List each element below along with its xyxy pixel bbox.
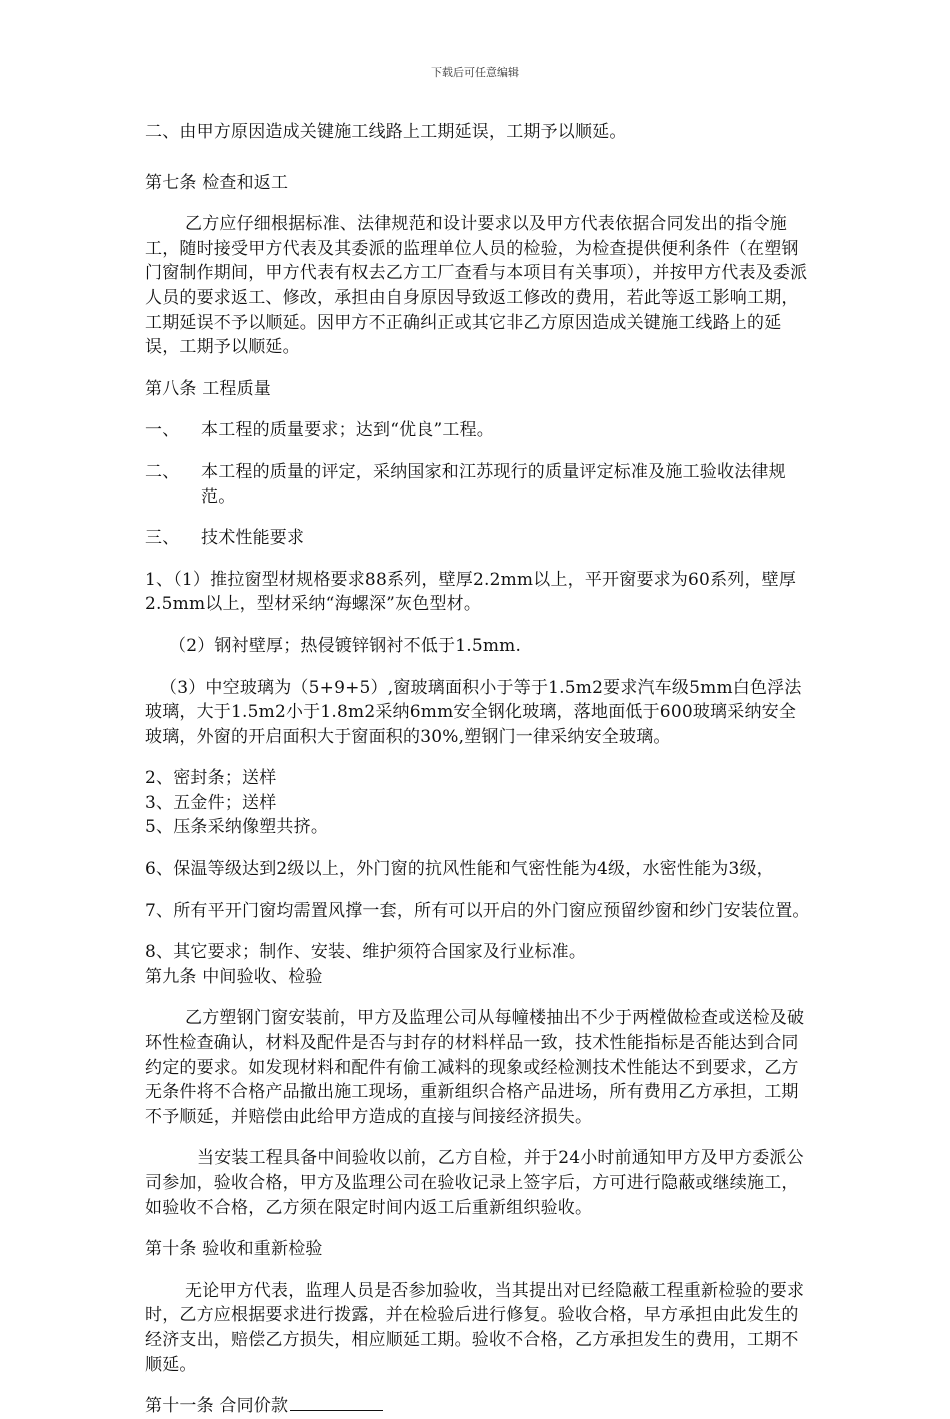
tech-item-1-3: （3）中空玻璃为（5+9+5）,窗玻璃面积小于等于1.5m2要求汽车级5mm白色浮法玻璃，大于1.5m2小于1.8m2采纳6mm安全钢化玻璃，落地面低于600玻璃采纳安全玻璃，外窗的开启面积大于窗面积的30%,塑钢门一律采纳安全玻璃。 — [145, 677, 802, 747]
quality-item-2-text: 本工程的质量的评定，采纳国家和江苏现行的质量评定标准及施工验收法律规范。 — [201, 461, 786, 507]
quality-item-3-number: 三、 — [145, 528, 180, 549]
article-11-title — [145, 1394, 813, 1419]
quality-item-1 — [145, 418, 813, 443]
quality-item-3 — [145, 526, 813, 551]
tech-item-2: 2、密封条；送样 — [145, 768, 277, 789]
tech-item-8: 8、其它要求；制作、安装、维护须符合国家及行业标准。 — [145, 942, 587, 963]
tech-item-1: 1、（1）推拉窗型材规格要求88系列，壁厚2.2mm以上，平开窗要求为60系列，壁厚 2.5mm以上，型材采纳“海螺深”灰色型材。 — [145, 569, 797, 615]
article-7-title: 第七条 检查和返工 — [145, 172, 289, 193]
article-9-title: 第九条 中间验收、检验 — [145, 966, 323, 987]
article-10-title: 第十条 验收和重新检验 — [145, 1239, 323, 1260]
contract-body — [145, 120, 813, 1419]
contract-price-blank — [290, 1394, 383, 1411]
tech-item-5: 5、压条采纳像塑共挤。 — [145, 817, 329, 838]
article-9-paragraph-1: 乙方塑钢门窗安装前，甲方及监理公司从每幢楼抽出不少于两樘做检查或送检及破环性检查确认，材料及配件是否与封存的材料样品一致，技术性能指标是否能达到合同约定的要求。如发现材料和配件有偷工减料的现象或经检测技术性能达不到要求，乙方无条件将不合格产品撤出施工现场，重新组织合格产品进场，所有费用乙方承担，工期不予顺延，并赔偿由此给甲方造成的直接与间接经济损失。 — [145, 1008, 805, 1127]
tech-item-7: 7、所有平开门窗均需置风撑一套，所有可以开启的外门窗应预留纱窗和纱门安装位置。 — [145, 900, 810, 921]
article-11-title-text: 第十一条 合同价款 — [145, 1396, 289, 1417]
article-10-paragraph: 无论甲方代表，监理人员是否参加验收，当其提出对已经隐蔽工程重新检验的要求时，乙方应根据要求进行拨露，并在检验后进行修复。验收合格，早方承担由此发生的经济支出，赔偿乙方损失，相应顺延工期。验收不合格，乙方承担发生的费用，工期不顺延。 — [145, 1280, 805, 1375]
tech-item-3: 3、五金件；送样 — [145, 792, 277, 813]
tech-item-6: 6、保温等级达到2级以上，外门窗的抗风性能和气密性能为4级，水密性能为3级， — [145, 859, 774, 880]
article-9-paragraph-2: 当安装工程具备中间验收以前，乙方自检，并于24小时前通知甲方及甲方委派公司参加，验收合格，甲方及监理公司在验收记录上签字后，方可进行隐蔽或继续施工，如验收不合格，乙方须在限定时间内返工后重新组织验收。 — [145, 1148, 804, 1218]
article-7-paragraph: 乙方应仔细根据标准、法律规范和设计要求以及甲方代表依据合同发出的指令施工，随时接受甲方代表及其委派的监理单位人员的检验，为检查提供便利条件（在塑钢门窗制作期间，甲方代表有权去乙方工厂查看与本项目有关事项），并按甲方代表及委派人员的要求返工、修改，承担由自身原因导致返工修改的费用，若此等返工影响工期，工期延误不予以顺延。因甲方不正确纠正或其它非乙方原因造成关键施工线路上的延误，工期予以顺延。 — [145, 214, 808, 358]
quality-item-2-number: 二、 — [145, 461, 180, 482]
quality-item-2 — [145, 460, 813, 509]
clause-delay-extension: 二、由甲方原因造成关键施工线路上工期延误，工期予以顺延。 — [145, 122, 627, 142]
quality-item-1-number: 一、 — [145, 420, 180, 441]
tech-item-1-2: （2）钢衬壁厚；热侵镀锌钢衬不低于1.5mm. — [169, 635, 522, 656]
article-8-title: 第八条 工程质量 — [145, 378, 272, 399]
quality-item-3-text: 技术性能要求 — [201, 528, 305, 549]
page-header-note: 下载后可任意编辑 — [431, 66, 519, 79]
quality-item-1-text: 本工程的质量要求；达到“优良”工程。 — [201, 420, 494, 441]
